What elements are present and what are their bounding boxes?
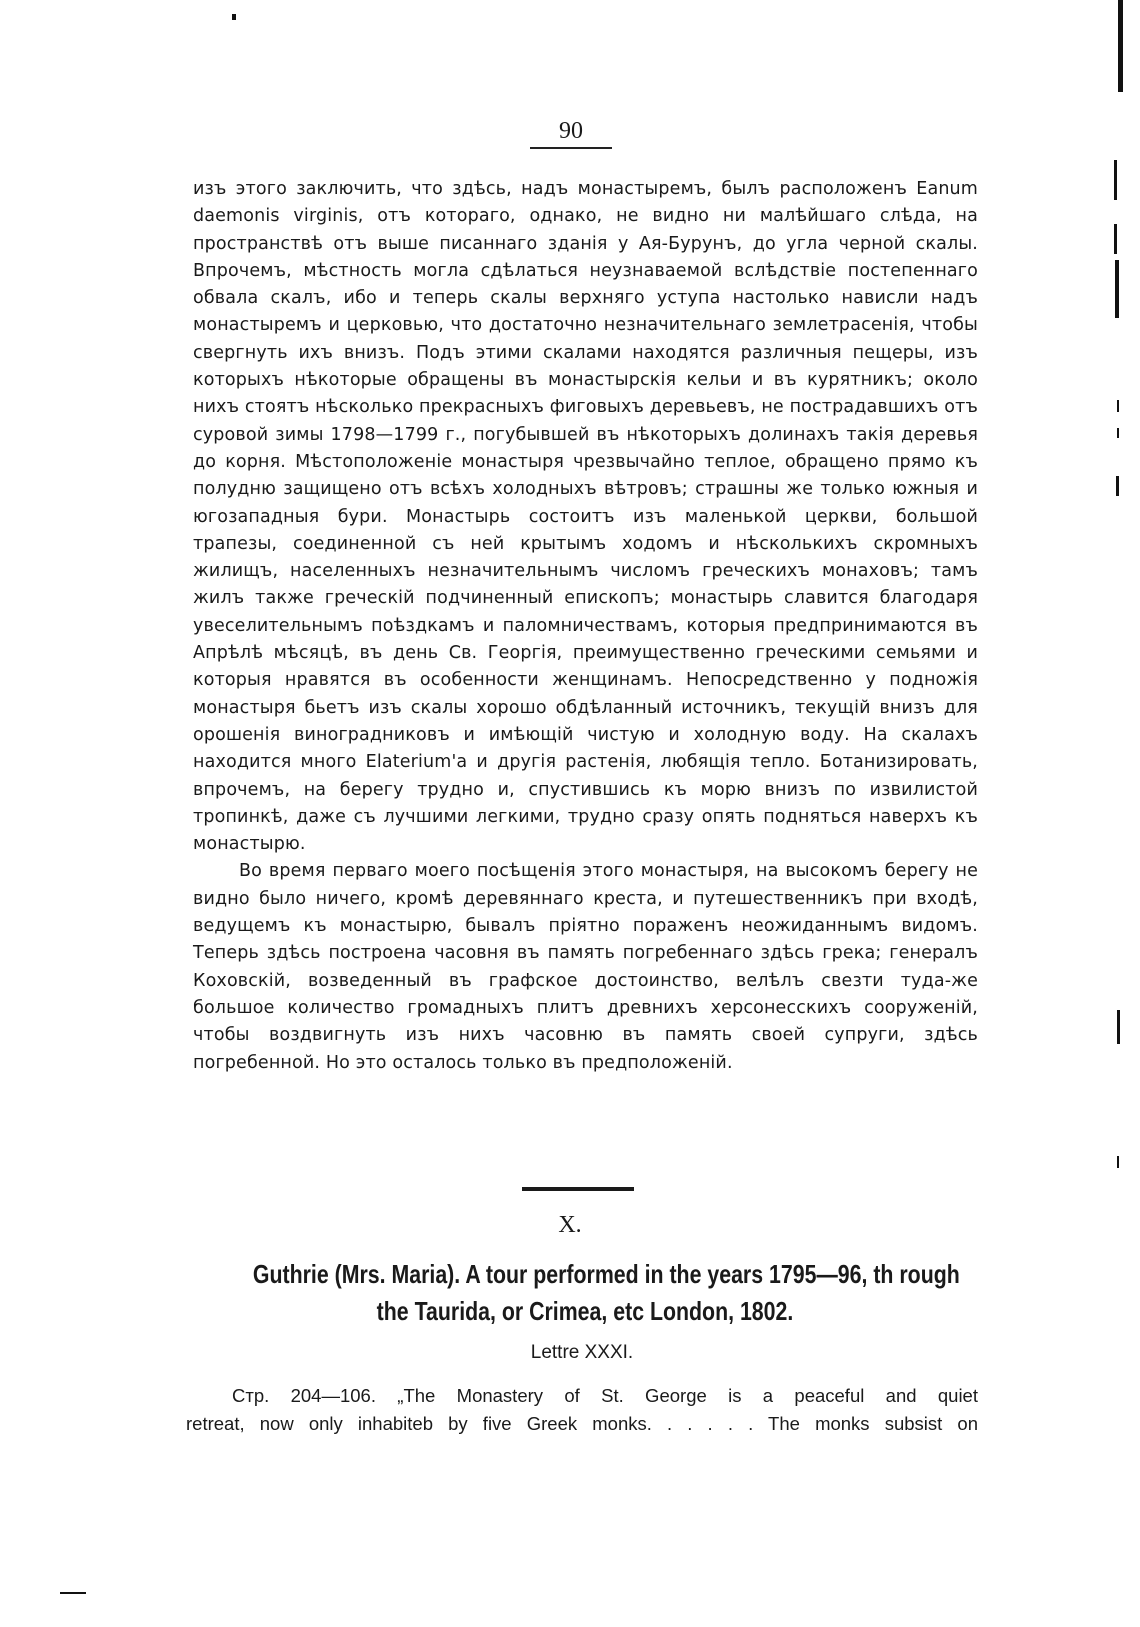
scan-mark: [1117, 400, 1119, 412]
scan-mark: [1117, 1010, 1120, 1044]
paragraph-2: Во время перваго моего посѣщенія этого монастыря, на высокомъ берегу не видно было ничего, кромѣ деревяннаго креста, и путешественникъ при входѣ, ведущемъ къ монастырю, бывалъ пріятно пораженъ неожиданнымъ видомъ. Теперь здѣсь построена часовня въ память погребеннаго здѣсь грека; генералъ Коховскій, возведенный въ графское достоинство, велѣлъ свезти туда-же большое количество громадныхъ плитъ древнихъ херсонесскихъ сооруженій, чтобы воздвигнуть изъ нихъ часовню въ память своей супруги, здѣсь погребенной. Но это осталось только въ предположеній.: [193, 861, 978, 1073]
scan-mark: [1114, 160, 1117, 200]
english-quote: [186, 1382, 978, 1438]
main-text: [193, 176, 978, 1077]
section-divider: [522, 1187, 634, 1191]
paragraph-1: изъ этого заключить, что здѣсь, надъ монастыремъ, былъ расположенъ Eanum daemonis virginis, отъ котораго, однако, не видно ни малѣйшаго слѣда, на пространствѣ отъ выше писаннаго зданія у Ая-Бурунъ, до угла черной скалы. Впрочемъ, мѣстность могла сдѣлаться неузнаваемой вслѣдствіе постепеннаго обвала скалъ, ибо и теперь скалы верхняго уступа настолько нависли надъ монастыремъ и церковью, что достаточно незначительнаго землетрасенія, чтобы свергнуть ихъ внизъ. Подъ этими скалами находятся различныя пещеры, изъ которыхъ нѣкоторые обращены въ монастырскія кельи и въ курятникъ; около нихъ стоятъ нѣсколько прекрасныхъ фиговыхъ деревьевъ, не пострадавшихъ отъ суровой зимы 1798—1799 г., погубывшей въ нѣкоторыхъ долинахъ такія деревья до корня. Мѣстоположеніе монастыря чрезвычайно теплое, обращено прямо къ полудню защищено отъ всѣхъ холодныхъ вѣтровъ; страшны же только южныя и югозападныя бури. Монастырь состоитъ изъ маленькой церкви, большой трапезы, соединенной съ ней крытымъ ходомъ и нѣсколькихъ скромныхъ жилищъ, населенныхъ незначительнымъ числомъ греческихъ монаховъ; тамъ жилъ также греческій подчиненный епископъ; монастырь славится благодаря увеселительнымъ поѣздкамъ и паломничествамъ, которыя предпринимаются въ Апрѣлѣ мѣсяцѣ, въ день Св. Георгія, преимущественно греческими семьями и которыя нравятся въ особенности женщинамъ. Непосредственно у подножія монастыря бьетъ изъ скалы хорошо обдѣланный источникъ, текущій внизъ для орошенія виноградниковъ и имѣющій чистую и холодную воду. На скалахъ находится много Elaterium'a и другія растенія, любящія тепло. Ботанизировать, впрочемъ, на берегу трудно и, спустившись къ морю внизъ по извилистой тропинкѣ, даже съ лучшими легкими, трудно сразу опять подняться наверхъ къ монастырю.: [193, 179, 978, 855]
scan-mark: [1115, 260, 1119, 318]
scan-mark: [1117, 1156, 1119, 1168]
letter-subheading: Lettre XXXI.: [530, 1342, 634, 1363]
scan-mark: [1117, 428, 1119, 438]
scan-mark: [1114, 224, 1117, 254]
heading-line-2: the Taurida, or Crimea, etc London, 1802.: [376, 1296, 794, 1326]
quote-line-1: Стр. 204—106. „The Monastery of St. George is a peaceful and quiet: [232, 1385, 978, 1406]
scan-mark: [232, 14, 236, 20]
section-heading: [252, 1256, 960, 1330]
scan-mark: [1118, 0, 1123, 92]
section-numeral: X.: [558, 1212, 582, 1238]
scan-mark: [1116, 476, 1119, 496]
scan-mark: [60, 1592, 86, 1594]
page-number: 90: [530, 118, 612, 149]
quote-line-2: retreat, now only inhabiteb by five Greek monks. . . . . . The monks subsist on: [186, 1413, 978, 1434]
heading-line-1: Guthrie (Mrs. Maria). A tour performed in the years 1795—96, th rough: [252, 1259, 960, 1289]
